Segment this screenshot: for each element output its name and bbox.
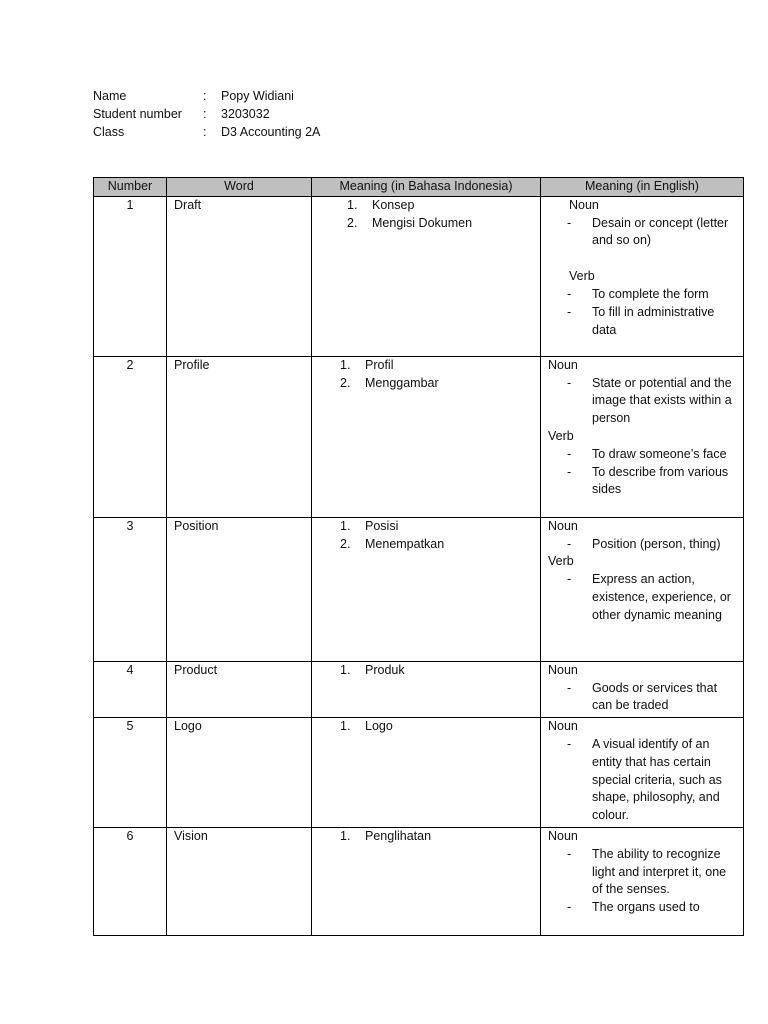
cell-english-meaning: [541, 827, 744, 935]
cell-word: Position: [167, 517, 312, 661]
info-label: Student number: [93, 107, 182, 121]
cell-english-meaning: [541, 661, 744, 717]
part-of-speech: Noun: [569, 197, 599, 212]
info-label: Name: [93, 89, 127, 103]
english-definition: - To describe from various sides: [567, 464, 729, 497]
cell-number: 4: [94, 661, 167, 717]
english-definition: - To draw someone’s face: [567, 446, 727, 461]
cell-number: 5: [94, 718, 167, 828]
cell-indonesian-meaning: [312, 718, 541, 828]
cell-word: Logo: [167, 718, 312, 828]
cell-indonesian-meaning: [312, 827, 541, 935]
cell-word: Product: [167, 661, 312, 717]
cell-indonesian-meaning: [312, 661, 541, 717]
english-definition: - A visual identify of an entity that has certain special criteria, such as shape, philosophy, and colour.: [567, 736, 722, 823]
column-header-word: Word: [167, 178, 312, 197]
cell-number: 2: [94, 356, 167, 517]
column-header-indonesian: Meaning (in Bahasa Indonesia): [312, 178, 541, 197]
english-definition: - Express an action, existence, experience, or other dynamic meaning: [567, 572, 731, 622]
info-colon: :: [203, 89, 207, 103]
english-definition: - Position (person, thing): [567, 536, 721, 551]
indonesian-meaning-item: 2. Mengisi Dokumen: [347, 215, 473, 230]
table-header-row: [94, 178, 744, 197]
cell-english-meaning: [541, 356, 744, 517]
part-of-speech: Noun: [548, 719, 578, 734]
part-of-speech: Verb: [548, 428, 574, 443]
indonesian-meaning-item: 2. Menempatkan: [340, 536, 445, 551]
indonesian-meaning-item: 1. Produk: [340, 662, 405, 677]
cell-indonesian-meaning: [312, 356, 541, 517]
part-of-speech: Noun: [548, 518, 578, 533]
cell-english-meaning: [541, 517, 744, 661]
part-of-speech: Noun: [548, 662, 578, 677]
english-definition: - The ability to recognize light and interpret it, one of the senses.: [567, 846, 727, 897]
english-definition: - State or potential and the image that exists within a person: [567, 375, 732, 426]
table-row: [94, 718, 744, 828]
cell-indonesian-meaning: [312, 517, 541, 661]
info-row-class: [93, 123, 320, 141]
indonesian-meaning-item: 1. Konsep: [347, 197, 415, 212]
part-of-speech: Verb: [569, 269, 595, 284]
indonesian-meaning-item: 1. Posisi: [340, 518, 399, 533]
cell-word: Draft: [167, 196, 312, 356]
cell-number: 1: [94, 196, 167, 356]
cell-number: 3: [94, 517, 167, 661]
cell-word: Profile: [167, 356, 312, 517]
part-of-speech: Verb: [548, 554, 574, 569]
info-value: D3 Accounting 2A: [221, 125, 321, 139]
cell-indonesian-meaning: [312, 196, 541, 356]
info-row-student-number: [93, 105, 320, 123]
english-definition: - To complete the form: [567, 286, 709, 301]
table-row: [94, 661, 744, 717]
english-definition: - To fill in administrative data: [567, 304, 715, 337]
english-definition: - Goods or services that can be traded: [567, 680, 718, 713]
cell-word: Vision: [167, 827, 312, 935]
part-of-speech: Noun: [548, 357, 578, 372]
indonesian-meaning-item: 1. Penglihatan: [340, 828, 432, 843]
info-label: Class: [93, 125, 125, 139]
indonesian-meaning-item: 1. Logo: [340, 719, 393, 734]
vocabulary-table: [93, 177, 744, 936]
info-colon: :: [203, 125, 207, 139]
info-colon: :: [203, 107, 207, 121]
column-header-english: Meaning (in English): [541, 178, 744, 197]
part-of-speech: Noun: [548, 828, 578, 843]
english-definition: - The organs used to: [567, 900, 700, 915]
table-row: [94, 356, 744, 517]
cell-english-meaning: [541, 718, 744, 828]
english-definition: - Desain or concept (letter and so on): [567, 215, 729, 248]
indonesian-meaning-item: 2. Menggambar: [340, 375, 439, 390]
table-row: [94, 517, 744, 661]
info-value: Popy Widiani: [221, 89, 294, 103]
indonesian-meaning-item: 1. Profil: [340, 357, 394, 372]
table-row: [94, 827, 744, 935]
student-info: [93, 87, 320, 141]
cell-number: 6: [94, 827, 167, 935]
info-value: 3203032: [221, 107, 270, 121]
info-row-name: [93, 87, 320, 105]
column-header-number: Number: [94, 178, 167, 197]
table-row: [94, 196, 744, 356]
cell-english-meaning: [541, 196, 744, 356]
